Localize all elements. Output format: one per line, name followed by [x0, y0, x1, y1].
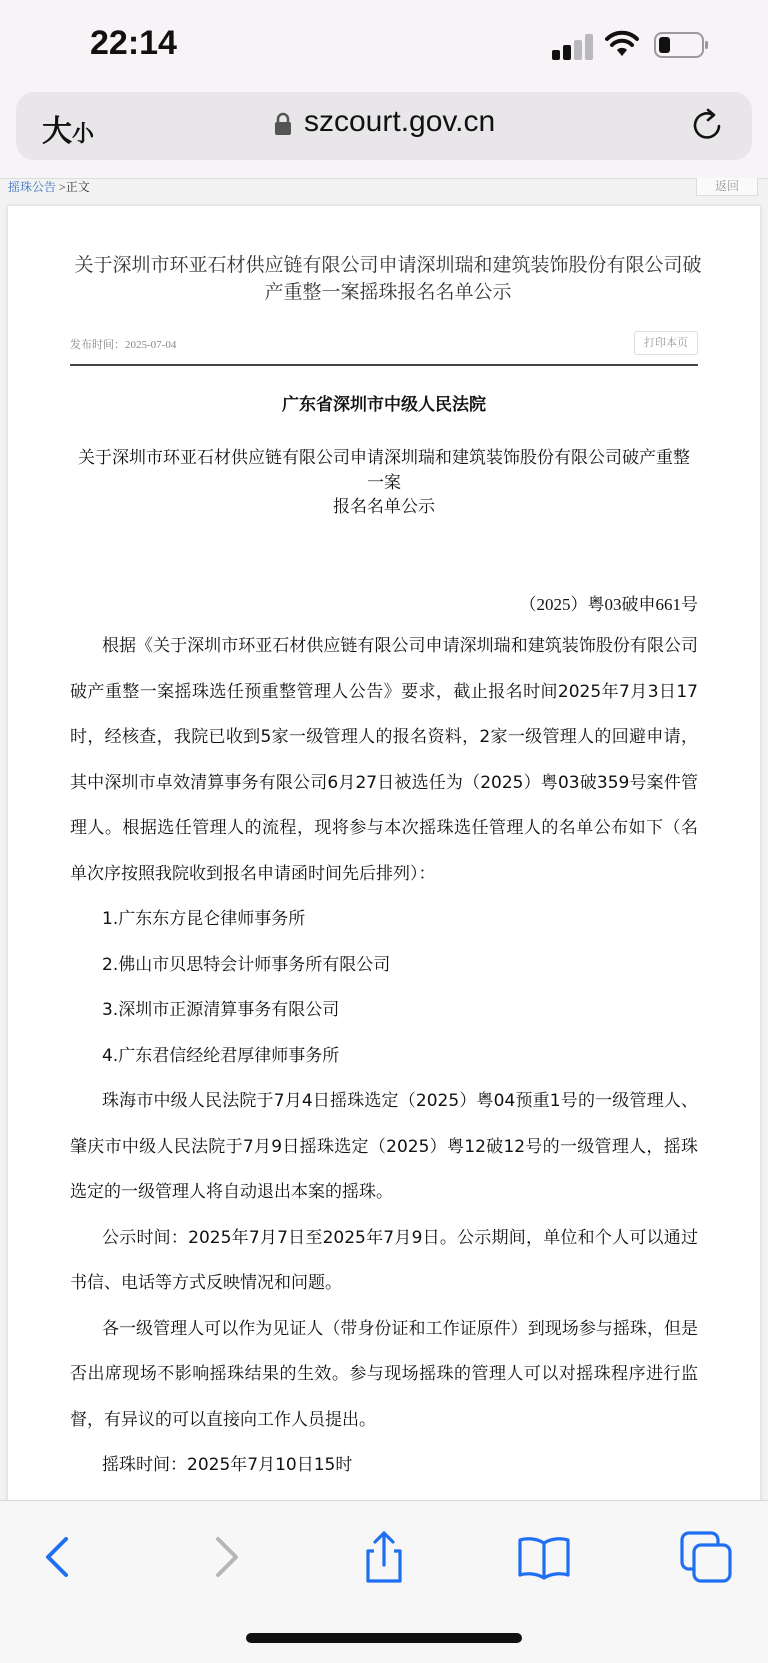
bookmarks-icon[interactable] — [516, 1529, 572, 1585]
publish-date: 发布时间：2025-07-04 — [70, 339, 177, 351]
battery-icon — [654, 32, 710, 58]
browser-toolbar — [0, 1500, 768, 1663]
article-body — [70, 624, 698, 1489]
return-button[interactable]: 返回 — [696, 178, 758, 196]
case-number: （2025）粤03破申661号 — [519, 595, 698, 614]
notice-subtitle-line2: 报名名单公示 — [333, 497, 435, 517]
breadcrumb-current: 正文 — [65, 180, 90, 194]
text-size-small-glyph: 小 — [72, 122, 95, 147]
list-item: 1.广东东方昆仑律师事务所 — [102, 909, 306, 929]
status-time: 22:14 — [90, 24, 177, 62]
paragraph: 各一级管理人可以作为见证人（带身份证和工作证原件）到现场参与摇珠，但是否出席现场不影响摇珠结果的生效。参与现场摇珠的管理人可以对摇珠程序进行监督，有异议的可以直接向工作人员提出。 — [70, 1318, 698, 1430]
print-button[interactable]: 打印本页 — [634, 331, 698, 355]
cellular-signal-icon — [552, 32, 594, 60]
tabs-icon[interactable] — [678, 1529, 734, 1585]
status-bar — [0, 0, 768, 92]
lock-icon — [274, 112, 292, 136]
url-text[interactable]: szcourt.gov.cn — [304, 105, 496, 138]
wifi-icon — [604, 30, 640, 58]
paragraph: 公示时间：2025年7月7日至2025年7月9日。公示期间，单位和个人可以通过书信、电话等方式反映情况和问题。 — [70, 1227, 698, 1293]
breadcrumb-separator: > — [56, 180, 66, 194]
forward-icon[interactable] — [196, 1529, 252, 1585]
list-item: 4.广东君信经纶君厚律师事务所 — [102, 1045, 340, 1066]
list-item: 3.深圳市正源清算事务有限公司 — [102, 1000, 340, 1020]
address-bar[interactable] — [16, 92, 752, 160]
paragraph: 根据《关于深圳市环亚石材供应链有限公司申请深圳瑞和建筑装饰股份有限公司破产重整一案摇珠选任预重整管理人公告》要求，截止报名时间2025年7月3日17时，经核查，我院已收到5家一级管理人的报名资料，2家一级管理人的回避申请，其中深圳市卓效清算事务有限公司6月27日被选任为（2025）粤03破359号案件管理人。根据选任管理人的流程，现将参与本次摇珠选任管理人的名单公布如下（名单次序按照我院收到报名申请函时间先后排列）： — [70, 636, 698, 884]
back-icon[interactable] — [32, 1529, 88, 1585]
paragraph: 摇珠时间：2025年7月10日15时 — [102, 1455, 353, 1475]
text-size-large-glyph: 大 — [42, 114, 72, 149]
court-name: 广东省深圳市中级人民法院 — [282, 395, 486, 415]
list-item: 2.佛山市贝思特会计师事务所有限公司 — [102, 954, 391, 975]
breadcrumb-link[interactable]: 摇珠公告 — [8, 180, 57, 194]
article — [8, 206, 760, 1506]
share-icon[interactable] — [356, 1529, 412, 1585]
paragraph: 珠海市中级人民法院于7月4日摇珠选定（2025）粤04预重1号的一级管理人、肇庆市中级人民法院于7月9日摇珠选定（2025）粤12破12号的一级管理人，摇珠选定的一级管理人将自动退出本案的摇珠。 — [70, 1091, 698, 1202]
text-size-button[interactable] — [42, 106, 94, 150]
divider — [70, 364, 698, 366]
notice-subtitle-line1: 关于深圳市环亚石材供应链有限公司申请深圳瑞和建筑装饰股份有限公司破产重整一案 — [78, 448, 690, 493]
breadcrumb — [8, 178, 90, 195]
home-indicator — [246, 1633, 522, 1643]
article-title: 关于深圳市环亚石材供应链有限公司申请深圳瑞和建筑装饰股份有限公司破产重整一案摇珠报名名单公示 — [74, 254, 702, 303]
reload-icon[interactable] — [688, 106, 726, 144]
